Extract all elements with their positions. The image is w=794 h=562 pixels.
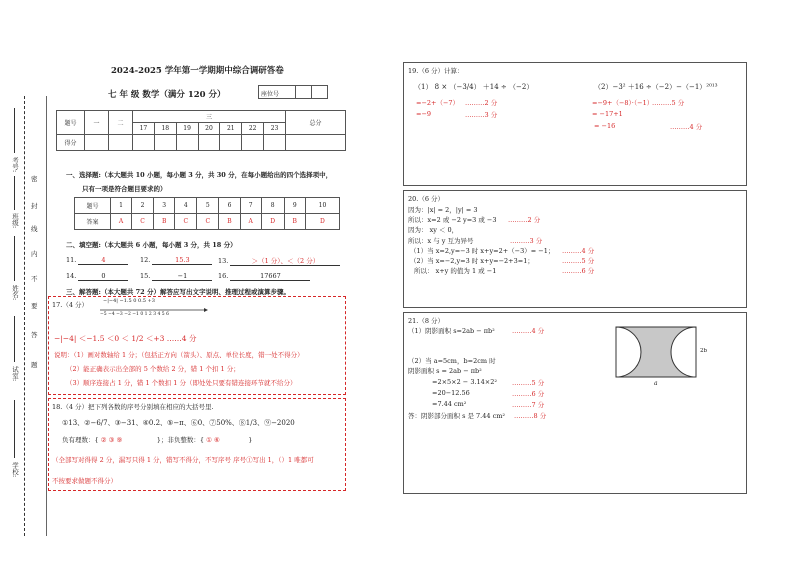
fill-item-12: 12. 15.3	[140, 256, 212, 265]
q20-line3: 因为： xy ＜ 0，	[408, 226, 459, 234]
score-th: 题号	[57, 111, 85, 135]
q19-p1-step2: =−9	[416, 110, 432, 118]
fill-answer: 4	[78, 256, 128, 265]
class-line	[14, 176, 15, 210]
score-row-label: 得分	[57, 135, 85, 151]
q17-numberline-ticks: −5 −4 −3 −2 −1 0 1 2 3 4 5 6	[100, 312, 169, 317]
q19-p1-step2-pts: ………3 分	[465, 111, 498, 119]
q20-line6: （2）当 x=−2,y=3 时 x+y=−2+3=1；	[410, 257, 534, 265]
q21-line5-pts: ………6 分	[512, 390, 545, 398]
choice-answer: B	[154, 214, 175, 230]
seal-char: 不	[31, 275, 38, 283]
seat-box	[258, 85, 328, 99]
fill-answer: 15.3	[152, 256, 212, 265]
q19-p2-step3-pts: ………4 分	[670, 123, 703, 131]
seal-char: 线	[31, 225, 38, 233]
fill-answer: −1	[152, 272, 212, 281]
q19-p1-step1-pts: ………2 分	[465, 99, 498, 107]
choice-answer: A	[240, 214, 261, 230]
choice-number: 6	[219, 198, 240, 214]
q18-answers: 负有理数：{ ② ③ ⑨ }；非负整数：{ ① ⑥ }	[62, 436, 253, 444]
fill-answer: 17667	[230, 272, 310, 281]
q18-label: 18.（4 分）把下列各数的序号分别填在相应的大括号里.	[52, 403, 214, 411]
choice-answer: D	[305, 214, 339, 230]
q20-line2-pts: ………2 分	[508, 216, 541, 224]
score-th: 22	[242, 123, 264, 135]
exam-no-label: 考号:	[11, 157, 19, 173]
q20-line4-pts: ………3 分	[510, 237, 543, 245]
q21-line3: 阴影面积 s = 2ab − πb²	[408, 367, 482, 375]
class-label: 班级:	[11, 213, 19, 229]
section3-heading: 三、解答题:（本大题共 72 分）解答应写出文字说明、推理过程或演算步骤。	[66, 288, 290, 296]
choice-row-label: 题号	[75, 198, 111, 214]
choice-answer: C	[197, 214, 219, 230]
page-subtitle: 七 年 级 数学（满分 120 分）	[108, 90, 226, 100]
q18-note2: 不按要求做题不得分）	[52, 477, 117, 485]
q18-list: ①13、②−6/7、③−31、④0.2、⑤−π、⑥0、⑦50%、⑧1/3、⑨−2020	[62, 419, 295, 427]
exam-room-line	[14, 316, 15, 362]
negative-answer: ② ③ ⑨	[100, 436, 123, 444]
q20-line7: 所以： x+y 的值为 1 或 −1	[414, 267, 497, 275]
choice-answer: D	[261, 214, 284, 230]
seal-char: 要	[31, 302, 38, 310]
fill-answer: ＞（1 分）、＜（2 分）	[230, 256, 340, 266]
name-line	[14, 236, 15, 281]
figure-label-2b: 2b	[700, 348, 708, 354]
choice-number: 1	[111, 198, 132, 214]
fill-item-13: 13. ＞（1 分）、＜（2 分）	[218, 256, 340, 266]
choice-number: 9	[284, 198, 305, 214]
seal-char: 题	[31, 361, 38, 369]
fill-item-15: 15. −1	[140, 272, 212, 281]
q21-line1-pts: ………4 分	[512, 327, 545, 335]
section1-heading: 一、选择题:（本大题共 10 小题，每小题 3 分，共 30 分，在每小题给出的四个选择项中，	[66, 171, 333, 179]
choice-answer: B	[219, 214, 240, 230]
q21-label: 21.（8 分）	[408, 317, 445, 325]
score-th: 17	[133, 123, 155, 135]
section2-heading: 二、填空题:（本大题共 6 小题，每小题 3 分，共 18 分）	[66, 241, 237, 249]
score-th: 总分	[286, 111, 346, 135]
seal-char: 内	[31, 250, 38, 258]
q17-note1: 说明：（1）画对数轴给 1 分；（包括正方向（箭头）、原点、单位长度，错一处不得分）	[54, 351, 304, 359]
figure-label-a: a	[654, 380, 658, 387]
q17-label: 17.（4 分）	[52, 301, 89, 309]
seal-dashed-line	[24, 96, 25, 536]
school-label: 学校:	[11, 462, 19, 478]
q18-note: （全部写对得得 2 分，漏写只得 1 分，错写不得分，不写序号 序号①写出 1，（）1 唯都可	[52, 456, 314, 464]
q19-p2-step2: = −17+1	[592, 110, 623, 118]
fill-item-14: 14. 0	[66, 272, 128, 281]
q19-p2-step3: = −16	[594, 122, 616, 130]
q20-line5-pts: ………4 分	[562, 247, 595, 255]
school-line	[14, 400, 15, 458]
q20-line7-pts: ………6 分	[562, 267, 595, 275]
score-th: 三	[133, 111, 286, 123]
q21-line4-pts: ………5 分	[512, 379, 545, 387]
choice-number: 4	[175, 198, 197, 214]
q21-line6-pts: ………7 分	[512, 401, 545, 409]
choice-number: 3	[154, 198, 175, 214]
q20-line4: 所以：x 与 y 互为异号	[408, 237, 474, 245]
q17-note3: （3）顺序连接占 1 分，错 1 个数扣 1 分（即处处只要有错连接环节就不给分）	[66, 379, 297, 387]
q20-line5: （1）当 x=2,y=−3 时 x+y=2+（−3）= −1；	[410, 247, 555, 255]
seal-char: 答	[31, 331, 38, 339]
q17-note2: （2）能正确表示出全部的 5 个数给 2 分，错 1 个扣 1 分；	[66, 365, 240, 373]
nonneg-answer: ① ⑥	[206, 436, 220, 444]
fill-item-11: 11. 4	[66, 256, 128, 265]
choice-answer-table	[74, 197, 340, 230]
seal-solid-line	[46, 96, 47, 536]
score-table	[56, 110, 346, 151]
seat-label: 座位号	[261, 91, 280, 98]
choice-answer: A	[111, 214, 132, 230]
q19-p2-step1-pts: ………5 分	[652, 99, 685, 107]
q20-label: 20.（6 分）	[408, 195, 445, 203]
q19-p2-expr: （2）−3² ＋16 ÷（−2）−（−1）²⁰¹³	[594, 83, 718, 91]
q21-line6: =7.44 cm²	[432, 400, 467, 408]
fill-item-16: 16. 17667	[218, 272, 310, 281]
exam-no-line	[14, 108, 15, 153]
section1-heading2: 只有一项是符合题目要求的）	[82, 185, 167, 193]
choice-number: 2	[132, 198, 154, 214]
score-th: 二	[109, 111, 133, 135]
choice-row-label: 答案	[75, 214, 111, 230]
q21-line1: （1）阴影面积 s=2ab − πb²	[408, 327, 495, 335]
choice-answer: C	[132, 214, 154, 230]
choice-number: 8	[261, 198, 284, 214]
choice-answer: C	[175, 214, 197, 230]
q21-line5: =20−12.56	[432, 389, 470, 397]
name-label: 姓名:	[11, 285, 19, 301]
page-title: 2024-2025 学年第一学期期中综合调研答卷	[111, 66, 284, 76]
q20-line1: 因为：|x| = 2，|y| = 3	[408, 206, 478, 214]
q19-p1-step1: =−2+（−7）	[416, 99, 460, 107]
score-th: 20	[198, 123, 220, 135]
choice-number: 10	[305, 198, 339, 214]
q17-answer: −|−4| ＜−1.5 ＜0 ＜ 1/2 ＜+3 ……4 分	[54, 334, 197, 343]
numberline-arrow	[204, 308, 208, 312]
negative-label: 负有理数：{	[62, 436, 99, 444]
choice-number: 5	[197, 198, 219, 214]
choice-number: 7	[240, 198, 261, 214]
choice-answer: B	[284, 214, 305, 230]
q21-line7-pts: ………8 分	[514, 412, 547, 420]
score-th: 18	[154, 123, 176, 135]
q19-p2-step1: =−9+（−8）·（−1）	[592, 99, 654, 107]
q21-line4: =2×5×2 − 3.14×2²	[432, 378, 497, 386]
score-th: 23	[264, 123, 286, 135]
score-th: 21	[220, 123, 242, 135]
q20-line2: 所以：x=2 或 −2 y=3 或 −3	[408, 216, 497, 224]
q21-line2: （2）当 a=5cm，b=2cm 时	[408, 357, 496, 365]
seal-char: 密	[31, 175, 38, 183]
fill-answer: 0	[78, 272, 128, 281]
q21-line7: 答：阴影部分面积 s 是 7.44 cm²	[408, 412, 505, 420]
q20-line6-pts: ………5 分	[562, 257, 595, 265]
nonneg-label: }；非负整数：{	[156, 436, 205, 444]
q21-figure	[614, 325, 698, 381]
exam-room-label: 试室:	[11, 366, 19, 382]
score-th: 19	[176, 123, 198, 135]
q19-label: 19.（6 分）计算：	[408, 67, 464, 75]
q17-numberline-top: −|−4| −1.5 0 0.5 +3	[103, 298, 155, 304]
q19-p1-expr: （1） 8 × （−3/4） ＋14 ÷ （−2）	[414, 83, 534, 91]
seal-char: 封	[31, 202, 38, 210]
score-th: 一	[85, 111, 109, 135]
